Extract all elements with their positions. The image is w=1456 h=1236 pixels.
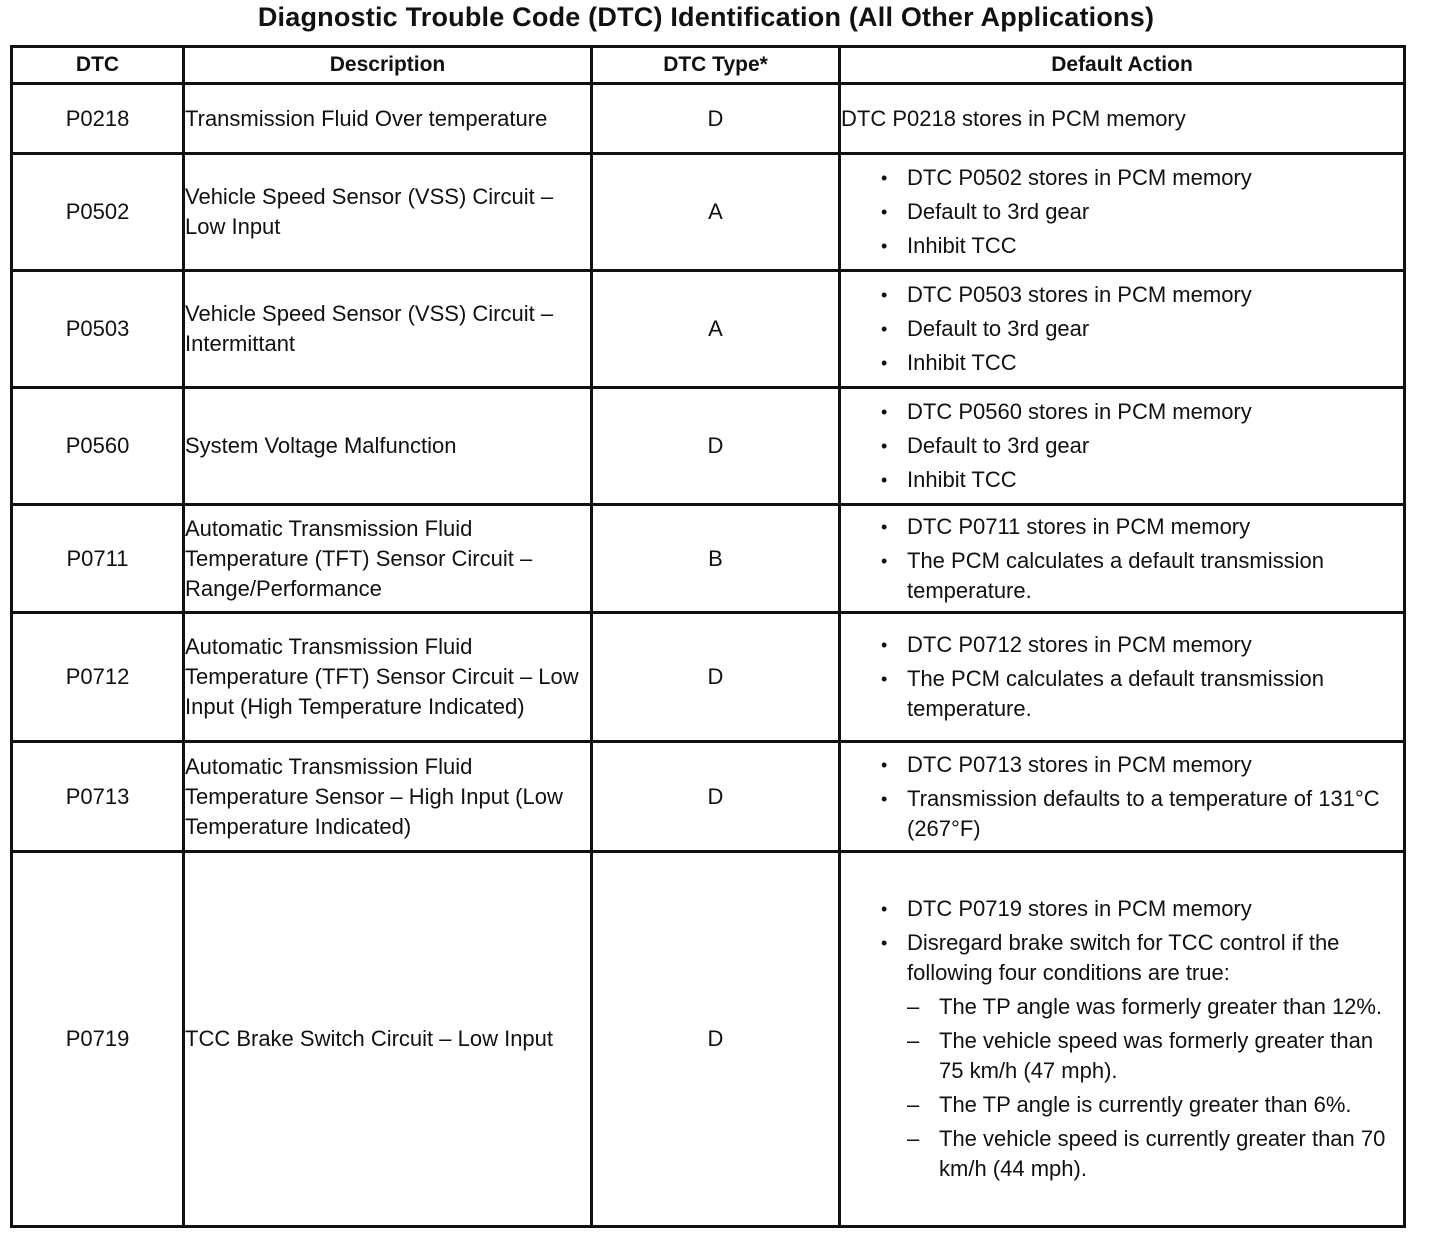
dtc-table [10,45,1406,1228]
list-item: • The PCM calculates a default transmission temperature. [841,664,1403,724]
dtc-code: P0719 [12,852,184,1227]
action-list [841,163,1403,261]
table-row [12,388,1405,505]
default-action [840,271,1405,388]
list-item: • DTC P0560 stores in PCM memory [841,397,1403,427]
action-list [841,512,1403,606]
dtc-code: P0218 [12,84,184,154]
header-dtc-type: DTC Type* [592,47,840,84]
default-action [840,154,1405,271]
list-item: • Transmission defaults to a temperature of 131°C (267°F) [841,784,1403,844]
header-row [12,47,1405,84]
header-default-action: Default Action [840,47,1405,84]
dtc-code: P0502 [12,154,184,271]
action-list [841,397,1403,495]
header-description: Description [184,47,592,84]
default-action [840,742,1405,852]
dtc-type: A [592,154,840,271]
dtc-description: System Voltage Malfunction [184,388,592,505]
dtc-description: TCC Brake Switch Circuit – Low Input [184,852,592,1227]
dtc-type: D [592,84,840,154]
condition-item: – The TP angle was formerly greater than 12%. [841,992,1403,1022]
page-title: Diagnostic Trouble Code (DTC) Identification (All Other Applications) [257,2,1155,32]
default-action [840,388,1405,505]
action-list [841,280,1403,378]
dtc-type: A [592,271,840,388]
dtc-code: P0711 [12,505,184,613]
default-action [840,505,1405,613]
list-item: • Inhibit TCC [841,348,1403,378]
action-list [841,630,1403,724]
list-item: • Inhibit TCC [841,465,1403,495]
table-row [12,613,1405,742]
dtc-type: D [592,852,840,1227]
dtc-type: D [592,388,840,505]
action-list [841,750,1403,844]
action-list [841,894,1403,988]
list-item: • Default to 3rd gear [841,197,1403,227]
table-row [12,742,1405,852]
dtc-code: P0503 [12,271,184,388]
list-item: • DTC P0713 stores in PCM memory [841,750,1403,780]
list-item: • Default to 3rd gear [841,431,1403,461]
default-action [840,613,1405,742]
list-item: • Default to 3rd gear [841,314,1403,344]
list-item: • Inhibit TCC [841,231,1403,261]
dtc-description: Automatic Transmission Fluid Temperature (TFT) Sensor Circuit – Low Input (High Temperature Indicated) [184,613,592,742]
table-row [12,852,1405,1227]
dtc-code: P0560 [12,388,184,505]
condition-list [841,992,1403,1184]
dtc-description: Vehicle Speed Sensor (VSS) Circuit – Intermittant [184,271,592,388]
condition-item: – The vehicle speed is currently greater than 70 km/h (44 mph). [841,1124,1403,1184]
list-item: • DTC P0711 stores in PCM memory [841,512,1403,542]
table-row [12,271,1405,388]
condition-item: – The vehicle speed was formerly greater than 75 km/h (47 mph). [841,1026,1403,1086]
table-row [12,154,1405,271]
default-action [840,852,1405,1227]
list-item: • DTC P0712 stores in PCM memory [841,630,1403,660]
table-row [12,84,1405,154]
table-row [12,505,1405,613]
default-action: DTC P0218 stores in PCM memory [840,84,1405,154]
header-dtc: DTC [12,47,184,84]
dtc-code: P0713 [12,742,184,852]
dtc-code: P0712 [12,613,184,742]
list-item: • The PCM calculates a default transmission temperature. [841,546,1403,606]
list-item: • DTC P0503 stores in PCM memory [841,280,1403,310]
list-item: • DTC P0502 stores in PCM memory [841,163,1403,193]
list-item: • DTC P0719 stores in PCM memory [841,894,1403,924]
dtc-description: Transmission Fluid Over temperature [184,84,592,154]
dtc-description: Automatic Transmission Fluid Temperature (TFT) Sensor Circuit – Range/Performance [184,505,592,613]
condition-item: – The TP angle is currently greater than 6%. [841,1090,1403,1120]
dtc-type: D [592,742,840,852]
dtc-description: Vehicle Speed Sensor (VSS) Circuit – Low Input [184,154,592,271]
dtc-type: D [592,613,840,742]
list-item: • Disregard brake switch for TCC control if the following four conditions are true: [841,928,1403,988]
dtc-description: Automatic Transmission Fluid Temperature Sensor – High Input (Low Temperature Indicated) [184,742,592,852]
dtc-type: B [592,505,840,613]
